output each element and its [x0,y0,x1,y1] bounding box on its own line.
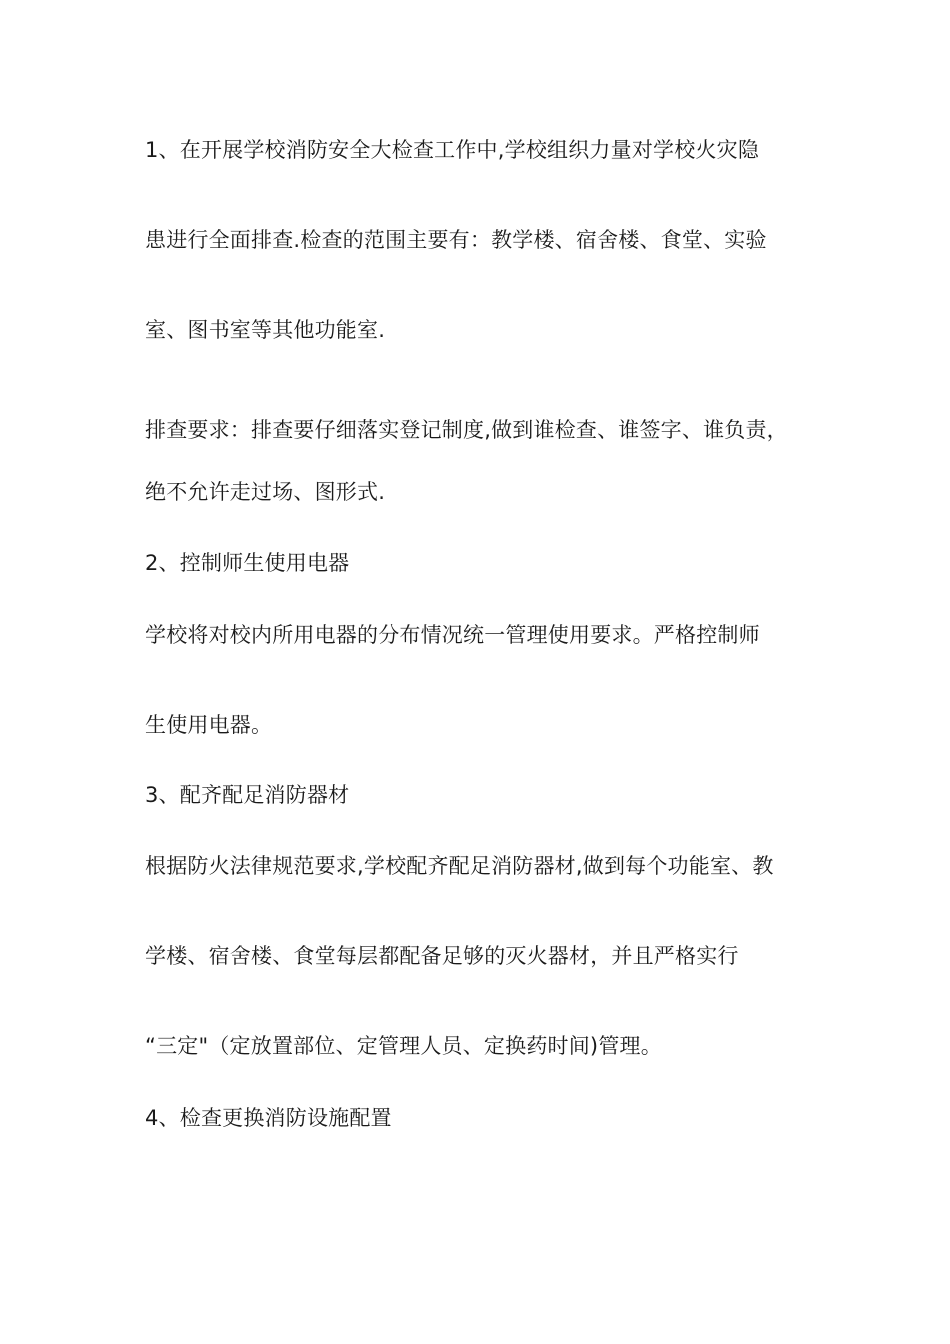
paragraph-1-line-3: 室、图书室等其他功能室. [145,318,386,342]
requirement-line-1: 排查要求：排查要仔细落实登记制度,做到谁检查、谁签字、谁负责， [145,418,788,442]
section-4-heading: 4、检查更换消防设施配置 [145,1106,392,1130]
requirement-line-2: 绝不允许走过场、图形式. [145,480,386,504]
paragraph-1-line-2: 患进行全面排查.检查的范围主要有：教学楼、宿舍楼、食堂、实验 [145,228,767,252]
section-3-heading: 3、配齐配足消防器材 [145,783,350,807]
paragraph-1-line-1: 1、在开展学校消防安全大检查工作中,学校组织力量对学校火灾隐 [145,138,760,162]
section-3-body-line-3: “三定"（定放置部位、定管理人员、定换药时间)管理。 [145,1034,662,1058]
section-2-body-line-2: 生使用电器。 [145,713,273,737]
section-3-body-line-2: 学楼、宿舍楼、食堂每层都配备足够的灭火器材，并且严格实行 [145,944,739,968]
section-2-body-line-1: 学校将对校内所用电器的分布情况统一管理使用要求。严格控制师 [145,623,760,647]
section-2-heading: 2、控制师生使用电器 [145,551,350,575]
section-3-body-line-1: 根据防火法律规范要求,学校配齐配足消防器材,做到每个功能室、教 [145,854,774,878]
